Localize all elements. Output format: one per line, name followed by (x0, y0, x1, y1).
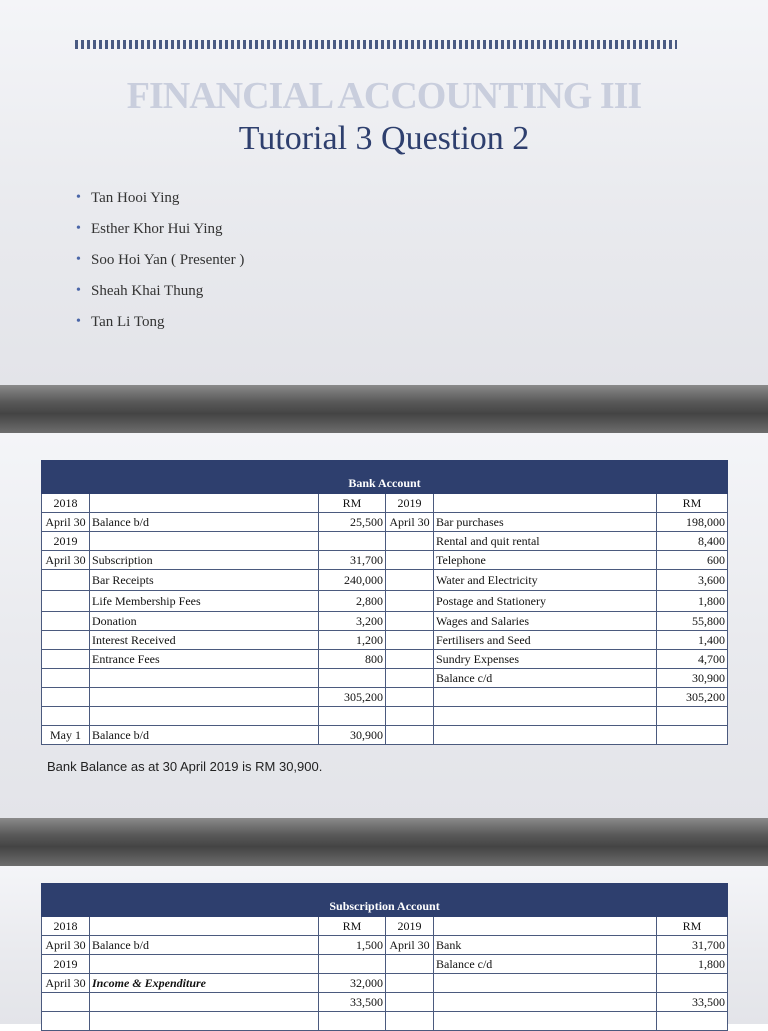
date-cell: 2018 (42, 494, 90, 513)
date-cell: April 30 (42, 551, 90, 570)
amount-cell: 800 (319, 650, 386, 669)
description-cell: Subscription (90, 551, 319, 570)
date-cell: 2019 (386, 494, 434, 513)
date-cell (42, 669, 90, 688)
description-cell: Balance c/d (434, 955, 657, 974)
table-row (42, 917, 728, 936)
title-slide (0, 0, 768, 385)
description-cell: Water and Electricity (434, 570, 657, 591)
description-cell: Entrance Fees (90, 650, 319, 669)
description-cell (90, 494, 319, 513)
table-row (42, 936, 728, 955)
date-cell: 2018 (42, 917, 90, 936)
amount-cell: 240,000 (319, 570, 386, 591)
date-cell (386, 650, 434, 669)
decorative-hatch-bar (75, 40, 677, 49)
table-row (42, 650, 728, 669)
amount-cell: 55,800 (657, 612, 728, 631)
table-row (42, 551, 728, 570)
date-cell (42, 591, 90, 612)
date-cell (386, 570, 434, 591)
table-row (42, 955, 728, 974)
bullet-icon: • (76, 252, 81, 267)
table-row (42, 993, 728, 1012)
description-cell: Balance b/d (90, 936, 319, 955)
bullet-icon: • (76, 190, 81, 205)
date-cell (386, 1012, 434, 1031)
amount-cell: 1,200 (319, 631, 386, 650)
amount-cell: 8,400 (657, 532, 728, 551)
description-cell (434, 688, 657, 707)
course-title: FINANCIAL ACCOUNTING III (126, 75, 642, 117)
table-row (42, 1012, 728, 1031)
description-cell: Balance b/d (90, 726, 319, 745)
date-cell (386, 726, 434, 745)
description-cell (434, 974, 657, 993)
bullet-icon: • (76, 283, 81, 298)
date-cell: April 30 (386, 936, 434, 955)
amount-cell (657, 707, 728, 726)
amount-cell: RM (319, 494, 386, 513)
description-cell: Interest Received (90, 631, 319, 650)
description-cell (90, 993, 319, 1012)
table-row (42, 726, 728, 745)
description-cell: Balance c/d (434, 669, 657, 688)
slide-divider (0, 818, 768, 866)
amount-cell: 600 (657, 551, 728, 570)
date-cell (42, 688, 90, 707)
amount-cell: RM (657, 494, 728, 513)
description-cell (90, 669, 319, 688)
subscription-account-table (41, 883, 728, 1031)
amount-cell: 32,000 (319, 974, 386, 993)
date-cell (386, 612, 434, 631)
description-cell: Wages and Salaries (434, 612, 657, 631)
description-cell: Bar Receipts (90, 570, 319, 591)
amount-cell: 1,800 (657, 591, 728, 612)
date-cell (42, 993, 90, 1012)
table-row (42, 570, 728, 591)
description-cell (434, 917, 657, 936)
description-cell (90, 688, 319, 707)
amount-cell (657, 1012, 728, 1031)
table-row (42, 688, 728, 707)
list-item: • Tan Li Tong (76, 314, 165, 330)
amount-cell: 3,200 (319, 612, 386, 631)
amount-cell (319, 669, 386, 688)
date-cell (386, 591, 434, 612)
amount-cell: 1,400 (657, 631, 728, 650)
table-row (42, 669, 728, 688)
list-item: • Sheah Khai Thung (76, 283, 204, 299)
tutorial-subtitle: Tutorial 3 Question 2 (238, 120, 530, 157)
amount-cell (319, 532, 386, 551)
date-cell: 2019 (42, 955, 90, 974)
date-cell: May 1 (42, 726, 90, 745)
description-cell (90, 1012, 319, 1031)
date-cell (386, 955, 434, 974)
description-cell: Bar purchases (434, 513, 657, 532)
date-cell (42, 612, 90, 631)
member-list (76, 190, 244, 345)
amount-cell: 2,800 (319, 591, 386, 612)
description-cell (434, 494, 657, 513)
list-item: • Esther Khor Hui Ying (76, 221, 223, 237)
amount-cell (319, 1012, 386, 1031)
description-cell: Telephone (434, 551, 657, 570)
date-cell (386, 993, 434, 1012)
table-row (42, 532, 728, 551)
date-cell (42, 1012, 90, 1031)
amount-cell: 31,700 (319, 551, 386, 570)
amount-cell: 1,500 (319, 936, 386, 955)
description-cell (90, 955, 319, 974)
bank-account-table (41, 460, 728, 745)
amount-cell: 305,200 (319, 688, 386, 707)
description-cell (90, 917, 319, 936)
list-item: • Tan Hooi Ying (76, 190, 180, 206)
description-cell: Life Membership Fees (90, 591, 319, 612)
date-cell (42, 650, 90, 669)
bullet-icon: • (76, 221, 81, 236)
date-cell (386, 707, 434, 726)
date-cell (386, 974, 434, 993)
slide-divider (0, 385, 768, 433)
description-cell (434, 1012, 657, 1031)
amount-cell: 33,500 (657, 993, 728, 1012)
date-cell: 2019 (386, 917, 434, 936)
amount-cell: 25,500 (319, 513, 386, 532)
date-cell (386, 631, 434, 650)
table-title: Bank Account (42, 461, 728, 494)
table-row (42, 513, 728, 532)
table-title: Subscription Account (42, 884, 728, 917)
date-cell: April 30 (42, 513, 90, 532)
description-cell (434, 726, 657, 745)
amount-cell: RM (319, 917, 386, 936)
table-row (42, 974, 728, 993)
amount-cell (319, 955, 386, 974)
amount-cell (319, 707, 386, 726)
amount-cell: 33,500 (319, 993, 386, 1012)
date-cell (42, 707, 90, 726)
description-cell (434, 707, 657, 726)
amount-cell (657, 726, 728, 745)
table-row (42, 707, 728, 726)
description-cell: Bank (434, 936, 657, 955)
description-cell: Income & Expenditure (90, 974, 319, 993)
table-row (42, 631, 728, 650)
description-cell: Donation (90, 612, 319, 631)
description-cell (90, 707, 319, 726)
description-cell: Postage and Stationery (434, 591, 657, 612)
date-cell: April 30 (42, 974, 90, 993)
amount-cell: 31,700 (657, 936, 728, 955)
date-cell (42, 631, 90, 650)
description-cell (90, 532, 319, 551)
bank-balance-note: Bank Balance as at 30 April 2019 is RM 30,900. (47, 759, 323, 774)
amount-cell: 198,000 (657, 513, 728, 532)
date-cell: April 30 (386, 513, 434, 532)
description-cell: Balance b/d (90, 513, 319, 532)
date-cell (42, 570, 90, 591)
amount-cell: RM (657, 917, 728, 936)
description-cell: Rental and quit rental (434, 532, 657, 551)
date-cell: April 30 (42, 936, 90, 955)
date-cell (386, 669, 434, 688)
amount-cell: 30,900 (657, 669, 728, 688)
amount-cell: 30,900 (319, 726, 386, 745)
date-cell (386, 532, 434, 551)
description-cell (434, 993, 657, 1012)
list-item: • Soo Hoi Yan ( Presenter ) (76, 252, 245, 268)
date-cell: 2019 (42, 532, 90, 551)
amount-cell: 4,700 (657, 650, 728, 669)
table-row (42, 494, 728, 513)
table-row (42, 591, 728, 612)
date-cell (386, 688, 434, 707)
date-cell (386, 551, 434, 570)
amount-cell (657, 974, 728, 993)
bullet-icon: • (76, 314, 81, 329)
amount-cell: 3,600 (657, 570, 728, 591)
amount-cell: 305,200 (657, 688, 728, 707)
description-cell: Fertilisers and Seed (434, 631, 657, 650)
amount-cell: 1,800 (657, 955, 728, 974)
description-cell: Sundry Expenses (434, 650, 657, 669)
table-row (42, 612, 728, 631)
